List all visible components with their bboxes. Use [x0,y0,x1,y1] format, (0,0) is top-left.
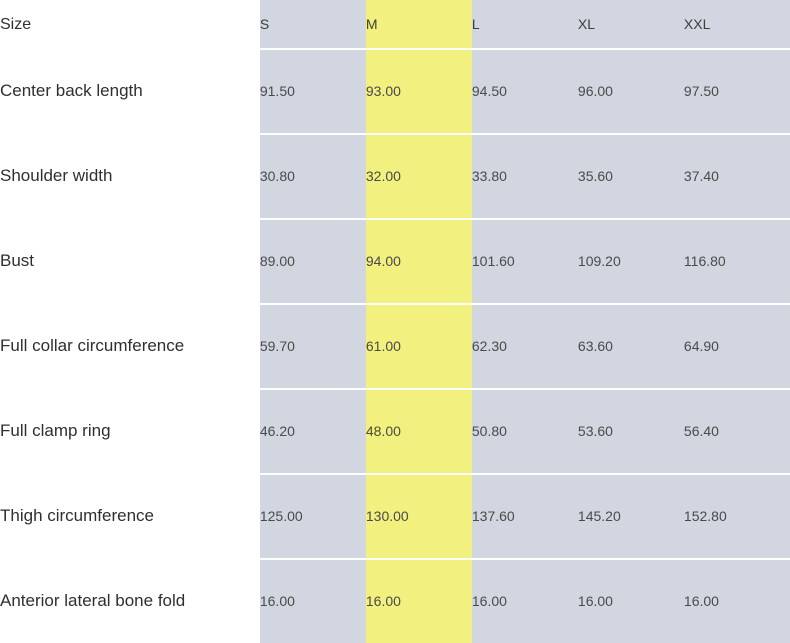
table-cell [260,474,366,559]
row-label [0,134,260,219]
table-cell-text: 48.00 [365,423,401,440]
table-row [0,389,790,474]
table-cell [366,389,472,474]
row-label [0,219,260,304]
header-size-label [0,0,260,49]
column-header-xxl-text: XXL [683,15,711,32]
column-header-s-text: S [259,15,270,32]
table-header-row [0,0,790,49]
row-label [0,389,260,474]
table-cell [260,559,366,643]
table-cell-text: 94.00 [365,253,401,270]
table-cell [472,49,578,134]
table-cell-text: 91.50 [259,83,295,100]
column-header-l-text: L [471,15,480,32]
table-cell-text: 33.80 [471,168,507,185]
table-cell [684,304,790,389]
table-cell [684,134,790,219]
table-cell [472,474,578,559]
table-cell-text: 97.50 [683,83,719,100]
table-cell [472,134,578,219]
table-cell-text: 16.00 [683,593,719,610]
table-cell [684,559,790,643]
table-cell-text: 96.00 [577,83,613,100]
column-header-m [366,0,472,49]
row-label-text: Full clamp ring [0,421,111,441]
table-cell-text: 94.50 [471,83,507,100]
table-cell-text: 61.00 [365,338,401,355]
table-cell-text: 116.80 [683,253,726,270]
table-cell [366,474,472,559]
table-cell [366,304,472,389]
table-row [0,219,790,304]
table-cell [260,134,366,219]
table-cell-text: 37.40 [683,168,719,185]
table-cell-text: 63.60 [577,338,613,355]
table-cell [366,49,472,134]
table-cell [578,304,684,389]
table-cell [260,304,366,389]
table-cell [472,304,578,389]
table-cell [260,389,366,474]
table-cell-text: 145.20 [577,508,621,525]
table-cell-text: 62.30 [471,338,507,355]
column-header-s [260,0,366,49]
table-cell-text: 59.70 [259,338,295,355]
column-header-xxl [684,0,790,49]
table-cell-text: 93.00 [365,83,401,100]
table-cell [578,389,684,474]
table-cell [684,49,790,134]
row-label-text: Center back length [0,81,143,101]
table-cell-text: 16.00 [577,593,613,610]
table-cell-text: 35.60 [577,168,613,185]
table-cell-text: 53.60 [577,423,613,440]
table-cell-text: 130.00 [365,508,409,525]
row-label-text: Shoulder width [0,166,113,186]
table-cell [472,559,578,643]
table-cell [260,219,366,304]
table-cell [684,474,790,559]
table-cell [472,389,578,474]
table-cell [366,559,472,643]
table-row [0,49,790,134]
row-label-text: Full collar circumference [0,336,185,356]
table-cell-text: 64.90 [683,338,719,355]
table-cell-text: 109.20 [577,253,621,270]
row-label [0,559,260,643]
table-row [0,559,790,643]
row-label [0,474,260,559]
table-cell [578,49,684,134]
table-cell-text: 137.60 [471,508,515,525]
table-cell-text: 30.80 [259,168,295,185]
table-row [0,304,790,389]
table-cell [578,559,684,643]
row-label [0,49,260,134]
table-cell-text: 152.80 [683,508,727,525]
table-cell-text: 16.00 [471,593,507,610]
column-header-xl [578,0,684,49]
table-row [0,474,790,559]
table-cell [684,389,790,474]
table-cell-text: 32.00 [365,168,401,185]
table-cell [578,134,684,219]
table-row [0,134,790,219]
table-cell [578,219,684,304]
table-cell-text: 16.00 [259,593,295,610]
row-label-text: Thigh circumference [0,506,155,526]
table-cell [260,49,366,134]
table-cell-text: 16.00 [365,593,401,610]
table-cell-text: 50.80 [471,423,507,440]
table-cell-text: 56.40 [683,423,719,440]
table-cell-text: 89.00 [259,253,295,270]
table-cell-text: 46.20 [259,423,295,440]
table-cell [366,134,472,219]
header-size-label-text: Size [0,15,32,33]
table-cell-text: 101.60 [471,253,515,270]
column-header-xl-text: XL [577,15,596,32]
row-label [0,304,260,389]
column-header-m-text: M [365,15,378,32]
table-cell [366,219,472,304]
row-label-text: Anterior lateral bone fold [0,590,186,610]
table-cell [684,219,790,304]
table-cell [578,474,684,559]
column-header-l [472,0,578,49]
table-cell-text: 125.00 [259,508,303,525]
table-cell [472,219,578,304]
row-label-text: Bust [0,251,35,271]
